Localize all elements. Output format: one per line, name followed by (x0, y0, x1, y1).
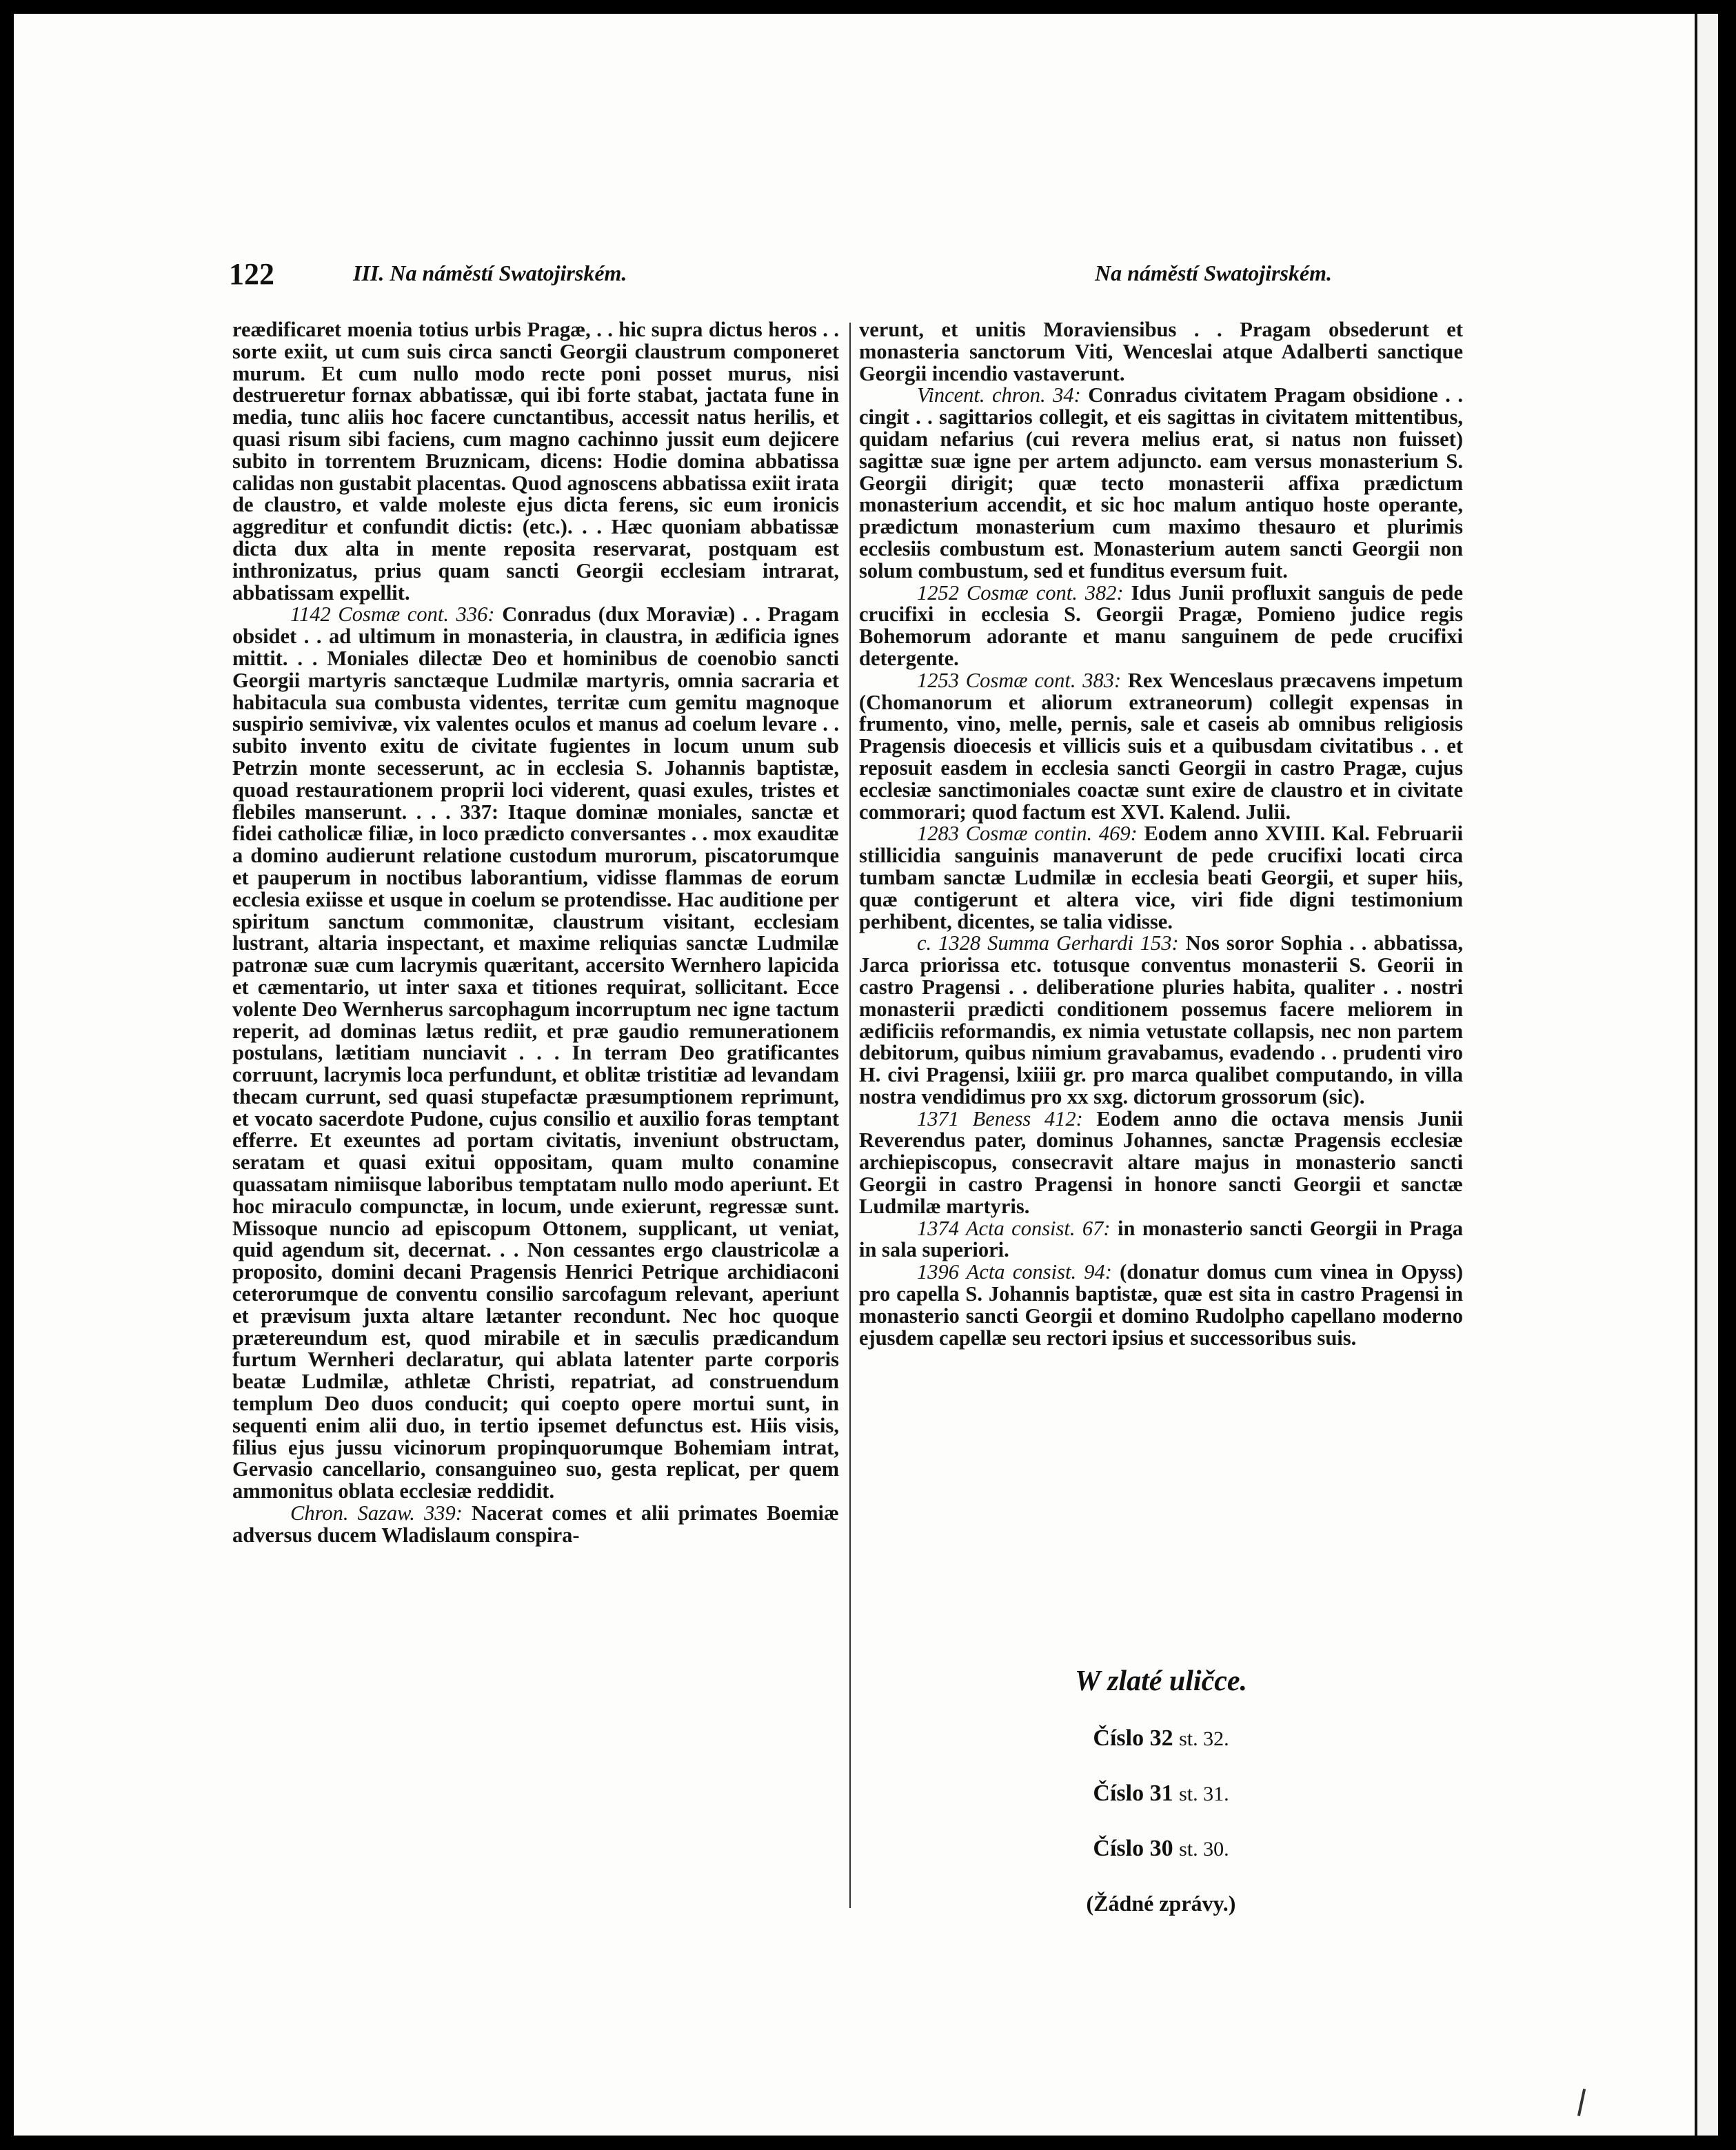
source-citation: 1374 Acta consist. 67: (917, 1216, 1111, 1240)
source-citation: 1396 Acta consist. 94: (917, 1260, 1112, 1284)
paragraph: 1283 Cosmæ contin. 469: Eodem anno XVIII. Kal. Februarii stillicidia sanguinis manaverunt de pede crucifixi locati circa tumbam sanctæ Ludmilæ in ecclesia beati Georgii, et super hiis, quæ contigerunt et altera vice, viri fide digni testimonium perhibent, dicentes, se talia vidisse. (859, 822, 1463, 933)
left-column (232, 319, 839, 1547)
paragraph: 1396 Acta consist. 94: (donatur domus cum vinea in Opyss) pro capella S. Johannis baptistæ, quæ est sita in castro Pragensi in monasterio sancti Georgii et domino Rudolpho capellano moderno ejusdem capellæ seu rectori ipsius et successoribus suis. (859, 1260, 1463, 1350)
paragraph: reædificaret moenia totius urbis Pragæ, . . hic supra dictus heros . . sorte exiit, ut cum suis circa sancti Georgii claustrum componeret murum. Et cum nullo modo recte poni posset murus, nisi destrueretur fornax abbatissæ, qui ibi forte stabat, jactata fune in media, tunc aliis hoc facere cunctantibus, accessit natus herilis, et quasi risum sibi faciens, cum magno cachinno jussit eum dejicere subito in torrentem Bruznicam, dicens: Hodie domina abbatissa calidas non gustabit placentas. Quod agnoscens abbatissa exiit irata de claustro, et valde moleste ejus dicta ferens, sic eum ironicis aggreditur et confundit dictis: (etc.). . . Hæc quoniam abbatissæ dicta dux alta in mente reposita reservarat, postquam est inthronizatus, prius quam sancti Georgii ecclesiam intrarat, abbatissam expellit. (232, 318, 839, 605)
source-citation: c. 1328 Summa Gerhardi 153: (917, 931, 1179, 955)
page-number: 122 (229, 257, 274, 291)
source-citation: 1252 Cosmæ cont. 382: (917, 580, 1124, 605)
right-column (859, 319, 1463, 1349)
paragraph: verunt, et unitis Moraviensibus . . Pragam obsederunt et monasteria sanctorum Viti, Wenceslai atque Adalberti sanctique Georgii incendio vastaverunt. (859, 318, 1463, 385)
house-entry: Číslo 31 st. 31. (1093, 1781, 1229, 1806)
page-header (215, 256, 1346, 298)
paragraph: 1252 Cosmæ cont. 382: Idus Junii profluxit sanguis de pede crucifixi in ecclesia S. Georgii Pragæ, Pomieno judice regis Bohemorum adorante et manu sanguinem de pede crucifixi detergente. (859, 580, 1463, 670)
paragraph: 1371 Beness 412: Eodem anno die octava mensis Junii Reverendus pater, dominus Johannes, sanctæ Pragensis ecclesiæ archiepiscopus, consecravit altare majus in monasterio sancti Georgii in castro Pragensi in honore sancti Georgii et sanctæ Ludmilæ martyris. (859, 1106, 1463, 1218)
source-citation: 1142 Cosmæ cont. 336: (290, 602, 495, 627)
source-citation: Vincent. chron. 34: (917, 383, 1081, 407)
section-zlata-ulicka (859, 1665, 1463, 1916)
house-entry: Číslo 30 st. 30. (1093, 1836, 1229, 1861)
next-page-edge (1695, 14, 1718, 2136)
paragraph: 1253 Cosmæ cont. 383: Rex Wenceslaus præcavens impetum (Chomanorum et aliorum extraneorum) collegit expensas in frumento, vino, melle, pernis, sale et caseis ab omnibus religiosis Pragensis dioecesis et villicis suis et a quibusdam civitatibus . . et reposuit easdem in ecclesia sancti Georgii in castro Pragæ, cujus ecclesiæ sanctimoniales coactæ sunt exire de claustro et in civitate commorari; quod factum est XVI. Kalend. Julii. (859, 668, 1464, 824)
paragraph: Chron. Sazaw. 339: Nacerat comes et alii primates Boemiæ adversus ducem Wladislaum conspira- (232, 1501, 839, 1547)
house-entry: Číslo 32 st. 32. (1093, 1725, 1229, 1751)
paragraph: 1142 Cosmæ cont. 336: Conradus (dux Moraviæ) . . Pragam obsidet . . ad ultimum in monasteria, in claustra, in ædificia ignes mittit. . . Moniales dilectæ Deo et hominibus de coenobio sancti Georgii martyris sanctæque Ludmilæ martyris, omnia sacraria et habitacula sua combusta videntes, territæ cum gemitu magnoque suspirio semivivæ, vix valentes oculos et manus ad coelum levare . . subito invento exitu de civitate fugientes in locum unum sub Petrzin monte secesserunt, ac in ecclesia S. Johannis baptistæ, quoad restaurationem proprii loci viderent, quasi exules, tristes et flebiles manserunt. . . . 337: Itaque dominæ moniales, sanctæ et fidei catholicæ filiæ, in loco prædicto conversantes . . mox exauditæ a domino audierunt relatione custodum murorum, piscatorumque et pauperum in noctibus laborantium, vidisse flammas de eorum ecclesia exiisse et usque in coelum se protendisse. Hac auditione per spiritum sanctum commonitæ, claustrum visitant, ecclesiam lustrant, altaria inspectant, et maxime reliquias sanctæ Ludmilæ patronæ suæ cum lacrymis quæritant, accersito Wernhero lapicida et cæmentario, ut inter saxa et titiones requirat, sollicitant. Ecce volente Deo Wernherus sarcophagum incorruptum nec igne tactum reperit, ad dominas lætus rediit, et præ gaudio remunerationem postulans, lætitiam nunciavit . . . In terram Deo gratificantes corruunt, lacrymis loca perfundunt, et oblitæ tristitiæ ad levandam thecam currunt, sed quasi stupefactæ præsumptionem reprimunt, et vocato sacerdote Pudone, cujus consilio et auxilio foras temptant efferre. Et exeuntes ad portam civitatis, inveniunt obstructam, seratam et quasi exitui oppositam, quam multo conamine quassatam nimiisque laboribus temptatam nullo modo aperiunt. Et hoc miraculo compunctæ, in locum, unde exierunt, regressæ sunt. Missoque nuncio ad episcopum Ottonem, supplicant, ut veniat, quid agendum sit, decernat. . . Non cessantes ergo claustricolæ a proposito, domini decani Pragensis Henrici Petrique archidiaconi ceterorumque de conventu consilio sarcofagum relevant, aperiunt et prævisum juxta altare lætanter recondunt. Nec hoc quoque prætereundum est, quod mirabile et in sæculis prædicandum furtum Wernheri declaratur, qui ablata latenter parte corporis beatæ Ludmilæ, athletæ Christi, repatriat, ad construendum templum Deo duos conducit; qui coepto opere mortui sunt, in sequenti enim alii duo, in tertio ipsemet defunctus est. Hiis visis, filius ejus jussu vicinorum propinquorumque Bohemiam intrat, Gervasio cancellario, consanguineo suo, gesta replicat, per quem ammonitus oblata ecclesiæ reddidit. (232, 602, 839, 1503)
source-citation: Chron. Sazaw. 339: (290, 1501, 463, 1525)
running-head-right: Na náměstí Swatojirském. (1094, 261, 1332, 285)
paragraph: 1374 Acta consist. 67: in monasterio sancti Georgii in Praga in sala superiori. (859, 1216, 1463, 1262)
section-title: W zlaté uličce. (1074, 1665, 1248, 1697)
source-citation: 1283 Cosmæ contin. 469: (917, 822, 1138, 846)
no-news-note: (Žádné zprávy.) (1086, 1891, 1236, 1916)
column-divider (849, 323, 851, 1908)
source-citation: 1371 Beness 412: (917, 1106, 1083, 1130)
source-citation: 1253 Cosmæ cont. 383: (917, 668, 1122, 692)
running-head-left: III. Na náměstí Swatojirském. (353, 261, 627, 285)
paragraph: Vincent. chron. 34: Conradus civitatem Pragam obsidione . . cingit . . sagittarios collegit, et eis sagittas in civitatem mittentibus, quidam nefarius (cui revera melius erat, si natus non fuisset) sagittæ suæ igne per artem adjuncto. eam versus monasterium S. Georgii dirigit; quæ tecto monasterii affixa prædictum monasterium accendit, et sic hoc malum antiquo hoste operante, prædictum monasterium cum maximo thesauro et plurimis ecclesiis combustum est. Monasterium autem sancti Georgii non solum combustum, sed et funditus eversum fuit. (859, 383, 1463, 582)
paragraph: c. 1328 Summa Gerhardi 153: Nos soror Sophia . . abbatissa, Jarca priorissa etc. totusque conventus monasterii S. Georii in castro Pragensi . . deliberatione pluries habita, qualiter . . nostri monasterii prædicti conditionem possemus facere meliorem in ædificiis reformandis, ex nimia vetustate collapsis, nec non partem debitorum, quibus nimium gravabamus, evadendo . . prudenti viro H. civi Pragensi, lxiiii gr. pro marca qualibet computando, in villa nostra vendidimus pro xx sxg. dictorum grossorum (sic). (859, 931, 1463, 1108)
